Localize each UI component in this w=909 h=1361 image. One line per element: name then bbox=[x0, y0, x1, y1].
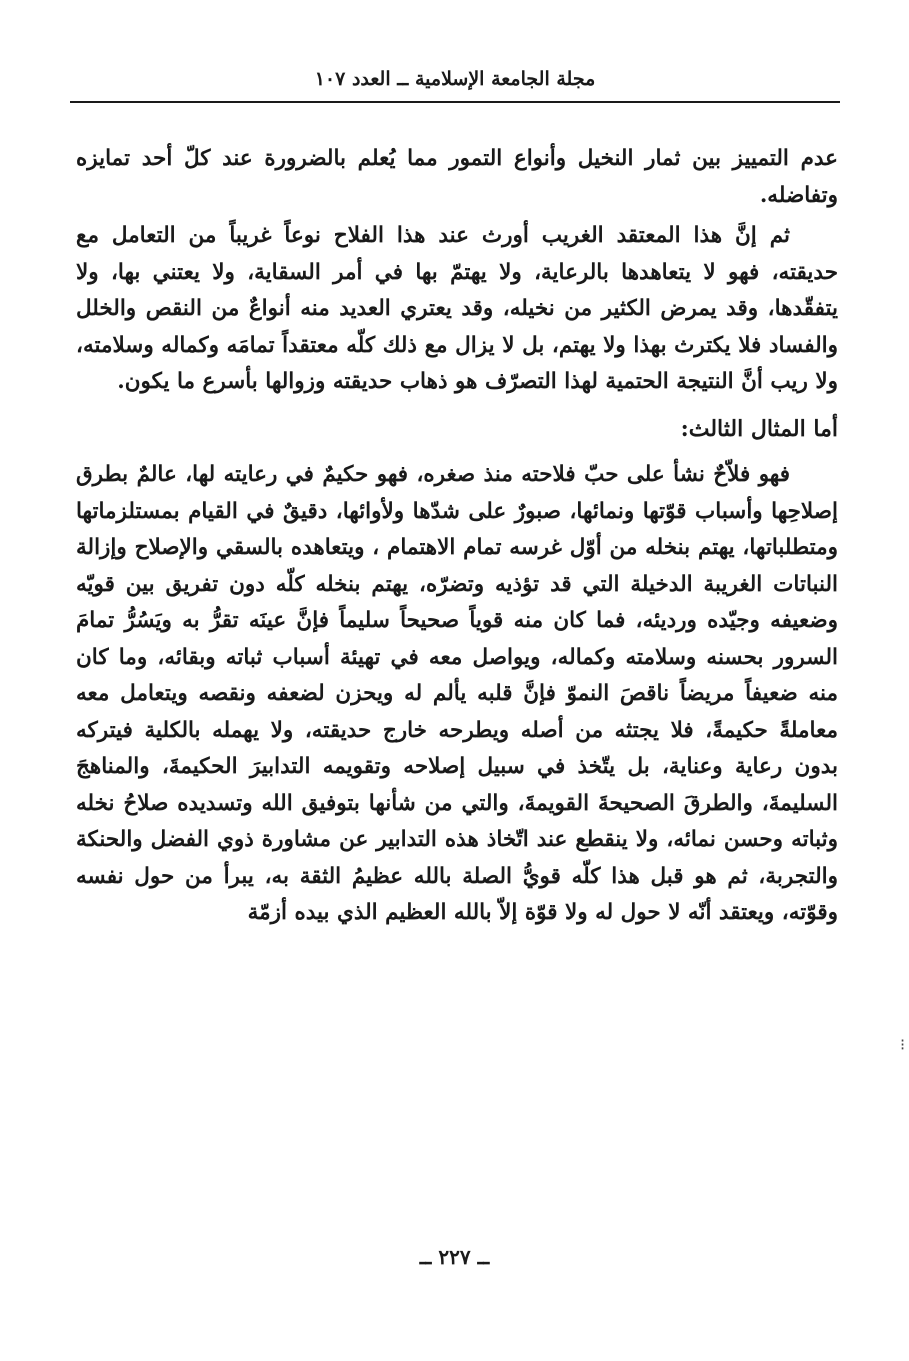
scan-edge-mark: ⁝ bbox=[900, 1035, 906, 1054]
running-header: مجلة الجامعة الإسلامية ــ العدد ١٠٧ bbox=[314, 68, 596, 90]
page-number: ــ ٢٢٧ ــ bbox=[419, 1245, 490, 1269]
paragraph-2: ثم إنَّ هذا المعتقد الغريب أورث عند هذا الفلاح نوعاً غريباً من التعامل مع حديقته، فهو لا يتعاهدها بالرعاية، ولا يهتمّ بها في أمر السقاية، ولا يعتني بها، ولا يتفقّدها، وقد يمرض الكثير من نخيله، وقد يعتري العديد منه أنواعٌ من النقص والخلل والفساد فلا يكترث بهذا ولا يهتم، بل لا يزال مع ذلك كلّه معتقداً تمامَه وكماله وسلامته، ولا ريب أنَّ النتيجة الحتمية لهذا التصرّف هو ذهاب حديقته وزوالها بأسرع ما يكون. bbox=[76, 223, 838, 394]
header-rule bbox=[70, 101, 840, 103]
paragraph-1: عدم التمييز بين ثمار النخيل وأنواع التمور مما يُعلم بالضرورة عند كلّ أحد تمايزه وتفاضله. bbox=[76, 146, 838, 208]
paragraph-3: فهو فلاّحٌ نشأ على حبّ فلاحته منذ صغره، فهو حكيمٌ في رعايته لها، عالمٌ بطرق إصلاحِها وأسباب قوّتها ونمائها، صبورٌ على شدّها ولأوائها، دقيقٌ في القيام بمستلزماتها ومتطلباتها، يهتم بنخله من أوّل غرسه تمام الاهتمام ، ويتعاهده بالسقي والإصلاح وإزالة النباتات الغريبة الدخيلة التي قد تؤذيه وتضرّه، يهتم بنخله كلّه دون تفريق بين قويّه وضعيفه وجيّده ورديئه، فما كان منه قوياً صحيحاً سليماً فإنَّ عينَه تقرُّ به ويَسُرُّ تمامَ السرور بحسنه وسلامته وكماله، ويواصل معه في تهيئة أسباب ثباته وبقائه، وما كان منه ضعيفاً مريضاً ناقصَ النموّ فإنَّ قلبه يألم له ويحزن لضعفه ونقصه ويتعامل معه معاملةً حكيمةً، فلا يجتثه من أصله ويطرحه خارج حديقته، ولا يهمله بالكلية فيتركه بدون رعاية وعناية، بل يتّخذ في سبيل إصلاحه وتقويمه التدابيرَ الحكيمةَ، والمناهجَ السليمةَ، والطرقَ الصحيحةَ القويمةَ، والتي من شأنها بتوفيق الله وتسديده صلاحُ نخله وثباته وحسن نمائه، ولا ينقطع عند اتّخاذ هذه التدابير عن مشاورة ذوي الفضل والحنكة والتجربة، ثم هو قبل هذا كلّه قويُّ الصلة بالله عظيمُ الثقة به، يبرأ من حول نفسه وقوّته، ويعتقد أنّه لا حول له ولا قوّة إلاّ بالله العظيم الذي بيده أزمّة bbox=[76, 462, 838, 925]
article-body bbox=[76, 141, 838, 932]
section-heading: أما المثال الثالث: bbox=[680, 415, 838, 442]
